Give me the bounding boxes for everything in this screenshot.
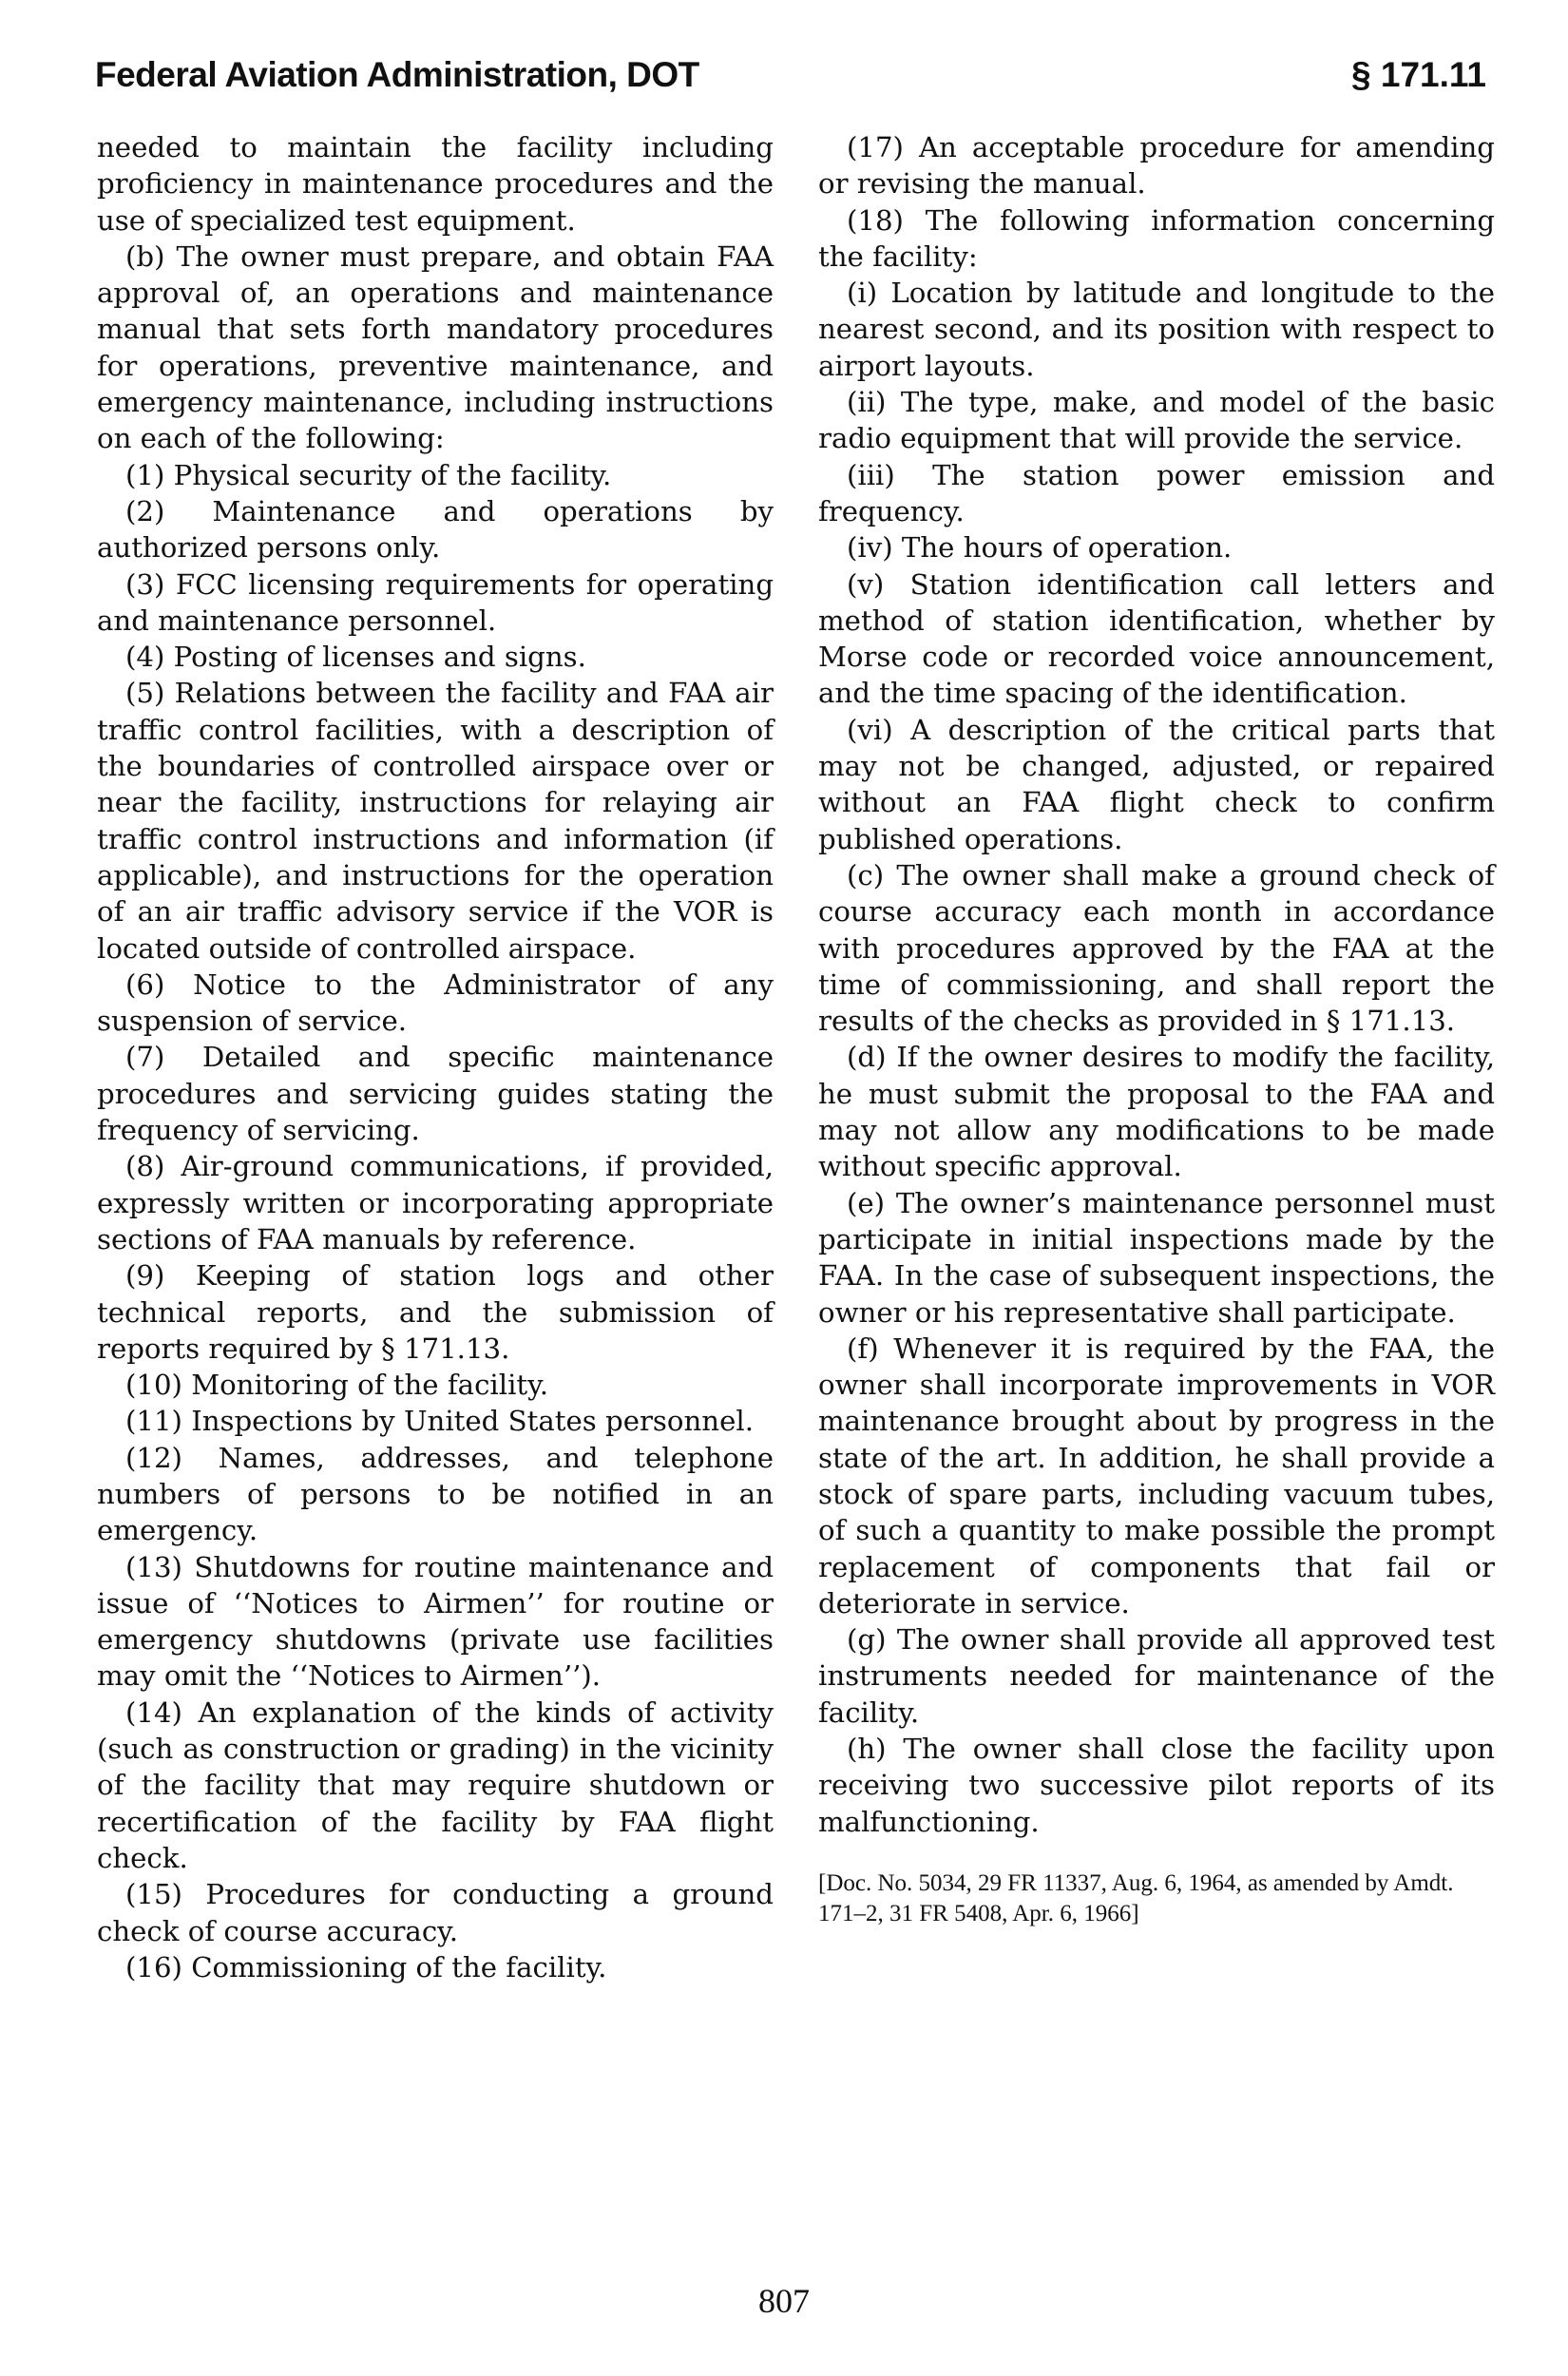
item-7: (7) Detailed and specific maintenance procedures and servicing guides stating the frequency of servicing. — [97, 1041, 774, 1147]
item-18-ii: (ii) The type, make, and model of the basic radio equipment that will provide the service. — [818, 386, 1495, 455]
paragraph-continuation: needed to maintain the facility including proficiency in maintenance procedures and the use of specialized test equipment. — [97, 131, 774, 237]
item-18-i: (i) Location by latitude and longitude to the nearest second, and its position with respect to airport layouts. — [818, 277, 1495, 382]
source-note: [Doc. No. 5034, 29 FR 11337, Aug. 6, 1964, as amended by Amdt. 171–2, 31 FR 5408, Apr. 6, 1966] — [818, 1869, 1454, 1926]
item-12: (12) Names, addresses, and telephone numbers of persons to be notified in an emergency. — [97, 1441, 774, 1547]
item-15: (15) Procedures for conducting a ground check of course accuracy. — [97, 1878, 774, 1947]
paragraph-g: (g) The owner shall provide all approved test instruments needed for maintenance of the facility. — [818, 1623, 1495, 1729]
item-11: (11) Inspections by United States personnel. — [125, 1405, 754, 1438]
paragraph-c: (c) The owner shall make a ground check of course accuracy each month in accordance with procedures approved by the FAA at the time of commissioning, and shall report the results of the checks as provided in § 171.13. — [818, 858, 1495, 1038]
item-9: (9) Keeping of station logs and other technical reports, and the submission of reports required by § 171.13. — [97, 1259, 774, 1365]
paragraph-d: (d) If the owner desires to modify the facility, he must submit the proposal to the FAA and may not allow any modifications to be made without specific approval. — [818, 1041, 1495, 1183]
paragraph-f: (f) Whenever it is required by the FAA, the owner shall incorporate improvements in VOR maintenance brought about by progress in the state of the art. In addition, he shall provide a stock of spare parts, including vacuum tubes, of such a quantity to make possible the prompt replacement of components that fail or deteriorate in service. — [818, 1332, 1495, 1619]
paragraph-e: (e) The owner’s maintenance personnel must participate in initial inspections made by the FAA. In the case of subsequent inspections, the owner or his representative shall participate. — [818, 1186, 1495, 1329]
item-8: (8) Air-ground communications, if provided, expressly written or incorporating appropriate sections of FAA manuals by reference. — [97, 1150, 774, 1255]
left-column — [97, 129, 774, 1985]
item-4: (4) Posting of licenses and signs. — [125, 641, 586, 674]
item-6: (6) Notice to the Administrator of any suspension of service. — [97, 968, 774, 1038]
item-18: (18) The following information concerning the facility: — [818, 203, 1495, 273]
item-2: (2) Maintenance and operations by authorized persons only. — [97, 494, 774, 565]
running-header-title: Federal Aviation Administration, DOT — [95, 55, 699, 94]
item-17: (17) An acceptable procedure for amending or revising the manual. — [818, 131, 1495, 201]
item-13: (13) Shutdowns for routine maintenance and issue of ‘‘Notices to Airmen’’ for routine or emergency shutdowns (private use facilities may omit the ‘‘Notices to Airmen’’). — [97, 1550, 774, 1693]
item-3: (3) FCC licensing requirements for operating and maintenance personnel. — [97, 567, 774, 637]
item-18-iv: (iv) The hours of operation. — [847, 531, 1233, 565]
item-10: (10) Monitoring of the facility. — [125, 1369, 549, 1402]
item-18-iii: (iii) The station power emission and frequency. — [818, 458, 1495, 527]
paragraph-b: (b) The owner must prepare, and obtain FAA approval of, an operations and maintenance manual that sets forth mandatory procedures for operations, preventive maintenance, and emergency maintenance, including instructions on each of the following: — [97, 240, 774, 455]
item-18-v: (v) Station identification call letters and method of station identification, whether by Morse code or recorded voice announcement, and the time spacing of the identification. — [818, 567, 1495, 710]
right-column — [818, 129, 1495, 1929]
item-16: (16) Commissioning of the facility. — [125, 1950, 607, 1983]
item-18-vi: (vi) A description of the critical parts that may not be changed, adjusted, or repaired without an FAA flight check to confirm published operations. — [818, 713, 1495, 855]
item-14: (14) An explanation of the kinds of activity (such as construction or grading) in the vicinity of the facility that may require shutdown or recertification of the facility by FAA flight check. — [97, 1696, 774, 1874]
item-5: (5) Relations between the facility and FAA air traffic control facilities, with a description of the boundaries of controlled airspace over or near the facility, instructions for relaying air traffic control instructions and information (if applicable), and instructions for the operation of an air traffic advisory service if the VOR is located outside of controlled airspace. — [97, 677, 774, 965]
running-header-section: § 171.11 — [1351, 55, 1486, 94]
page-number: 807 — [758, 2282, 810, 2320]
paragraph-h: (h) The owner shall close the facility upon receiving two successive pilot reports of its malfunctioning. — [818, 1733, 1495, 1838]
item-1: (1) Physical security of the facility. — [125, 458, 612, 491]
